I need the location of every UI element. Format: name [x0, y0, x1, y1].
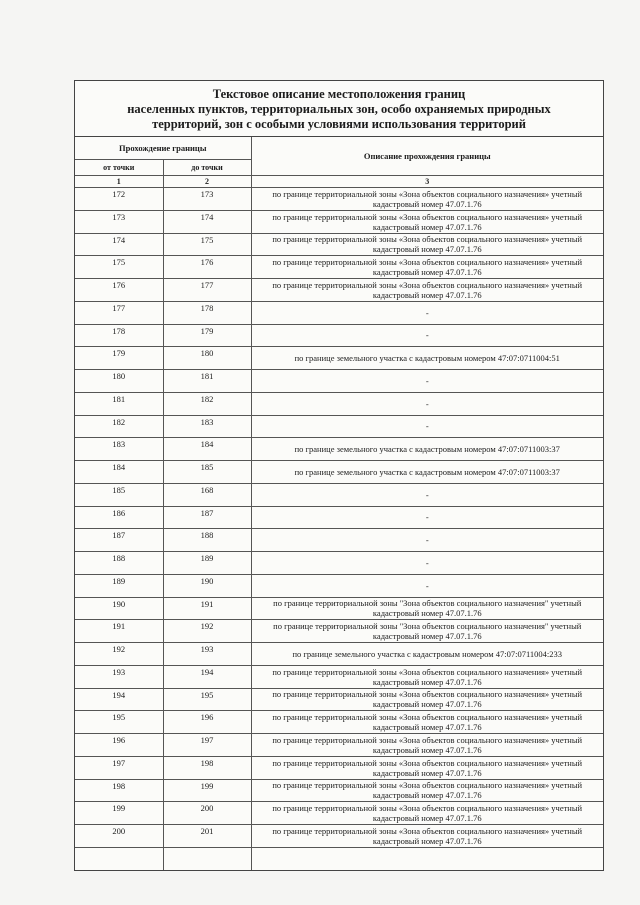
from-point-cell: 187	[75, 529, 163, 552]
table-row	[75, 825, 603, 848]
from-point-cell: 190	[75, 597, 163, 620]
to-point-cell: 182	[163, 392, 251, 415]
from-point-cell: 194	[75, 688, 163, 711]
from-point-cell: 177	[75, 301, 163, 324]
from-point-cell: 186	[75, 506, 163, 529]
column-number-3: 3	[251, 176, 603, 188]
header-boundary-passage: Прохождение границы	[75, 137, 251, 160]
description-cell: по границе территориальной зоны «Зона объектов социального назначения» учетный кадастровый номер 47.07.1.76	[251, 711, 603, 734]
from-point-cell: 173	[75, 210, 163, 233]
description-cell: -	[251, 392, 603, 415]
table-row	[75, 461, 603, 484]
title-line-2: населенных пунктов, территориальных зон, особо охраняемых природных	[127, 102, 551, 116]
from-point-cell: 175	[75, 256, 163, 279]
description-cell: по границе территориальной зоны "Зона объектов социального назначения" учетный кадастровый номер 47.07.1.76	[251, 597, 603, 620]
description-cell: -	[251, 529, 603, 552]
table-row	[75, 552, 603, 575]
table-row	[75, 711, 603, 734]
from-point-cell: 172	[75, 188, 163, 211]
table-row	[75, 188, 603, 211]
table-row	[75, 802, 603, 825]
to-point-cell: 177	[163, 279, 251, 302]
to-point-cell: 196	[163, 711, 251, 734]
to-point-cell: 193	[163, 643, 251, 666]
from-point-cell: 193	[75, 665, 163, 688]
from-point-cell: 198	[75, 779, 163, 802]
description-cell: -	[251, 574, 603, 597]
header-to-point: до точки	[163, 160, 251, 176]
to-point-cell: 187	[163, 506, 251, 529]
title-line-3: территорий, зон с особыми условиями использования территорий	[152, 117, 526, 131]
description-cell: -	[251, 506, 603, 529]
to-point-cell: 184	[163, 438, 251, 461]
description-cell: по границе территориальной зоны «Зона объектов социального назначения» учетный кадастровый номер 47.07.1.76	[251, 802, 603, 825]
table-row	[75, 233, 603, 256]
table-row	[75, 756, 603, 779]
description-cell: по границе территориальной зоны "Зона объектов социального назначения" учетный кадастровый номер 47.07.1.76	[251, 620, 603, 643]
description-cell: -	[251, 483, 603, 506]
from-point-cell: 183	[75, 438, 163, 461]
description-cell: по границе территориальной зоны «Зона объектов социального назначения» учетный кадастровый номер 47.07.1.76	[251, 210, 603, 233]
table-row	[75, 620, 603, 643]
table-row	[75, 392, 603, 415]
to-point-cell: 194	[163, 665, 251, 688]
description-cell: по границе территориальной зоны «Зона объектов социального назначения» учетный кадастровый номер 47.07.1.76	[251, 256, 603, 279]
from-point-cell: 182	[75, 415, 163, 438]
from-point-cell: 200	[75, 825, 163, 848]
table-row	[75, 688, 603, 711]
table-row	[75, 597, 603, 620]
header-description: Описание прохождения границы	[251, 137, 603, 176]
table-row	[75, 279, 603, 302]
table-row	[75, 574, 603, 597]
to-point-cell: 188	[163, 529, 251, 552]
empty-cell	[251, 847, 603, 870]
to-point-cell: 200	[163, 802, 251, 825]
table-row	[75, 665, 603, 688]
to-point-cell: 176	[163, 256, 251, 279]
to-point-cell: 189	[163, 552, 251, 575]
to-point-cell: 181	[163, 370, 251, 393]
table-row	[75, 256, 603, 279]
to-point-cell: 174	[163, 210, 251, 233]
from-point-cell: 179	[75, 347, 163, 370]
description-cell: по границе земельного участка с кадастровым номером 47:07:0711004:51	[251, 347, 603, 370]
table-row	[75, 529, 603, 552]
to-point-cell: 195	[163, 688, 251, 711]
to-point-cell: 192	[163, 620, 251, 643]
table-row	[75, 438, 603, 461]
table-row	[75, 483, 603, 506]
empty-cell	[163, 847, 251, 870]
table-row	[75, 415, 603, 438]
title-line-1: Текстовое описание местоположения границ	[212, 87, 466, 101]
table-row	[75, 347, 603, 370]
from-point-cell: 176	[75, 279, 163, 302]
description-cell: -	[251, 415, 603, 438]
description-cell: по границе территориальной зоны «Зона объектов социального назначения» учетный кадастровый номер 47.07.1.76	[251, 825, 603, 848]
from-point-cell: 199	[75, 802, 163, 825]
to-point-cell: 198	[163, 756, 251, 779]
table-body	[75, 188, 603, 871]
description-cell: -	[251, 324, 603, 347]
from-point-cell: 189	[75, 574, 163, 597]
document-sheet	[74, 80, 604, 871]
table-row	[75, 210, 603, 233]
to-point-cell: 201	[163, 825, 251, 848]
table-continuation	[75, 847, 603, 870]
empty-cell	[75, 847, 163, 870]
from-point-cell: 185	[75, 483, 163, 506]
to-point-cell: 190	[163, 574, 251, 597]
from-point-cell: 192	[75, 643, 163, 666]
table-row	[75, 506, 603, 529]
description-cell: по границе территориальной зоны «Зона объектов социального назначения» учетный кадастровый номер 47.07.1.76	[251, 779, 603, 802]
to-point-cell: 183	[163, 415, 251, 438]
to-point-cell: 191	[163, 597, 251, 620]
description-cell: по границе территориальной зоны «Зона объектов социального назначения» учетный кадастровый номер 47.07.1.76	[251, 188, 603, 211]
description-cell: по границе земельного участка с кадастровым номером 47:07:0711004:233	[251, 643, 603, 666]
table-row	[75, 734, 603, 757]
description-cell: по границе территориальной зоны «Зона объектов социального назначения» учетный кадастровый номер 47.07.1.76	[251, 734, 603, 757]
description-cell: по границе территориальной зоны «Зона объектов социального назначения» учетный кадастровый номер 47.07.1.76	[251, 688, 603, 711]
description-cell: -	[251, 552, 603, 575]
from-point-cell: 174	[75, 233, 163, 256]
table-row	[75, 301, 603, 324]
column-number-2: 2	[163, 176, 251, 188]
to-point-cell: 173	[163, 188, 251, 211]
table-row	[75, 370, 603, 393]
from-point-cell: 188	[75, 552, 163, 575]
from-point-cell: 195	[75, 711, 163, 734]
boundary-table	[75, 137, 603, 870]
to-point-cell: 179	[163, 324, 251, 347]
description-cell: по границе земельного участка с кадастровым номером 47:07:0711003:37	[251, 461, 603, 484]
from-point-cell: 184	[75, 461, 163, 484]
description-cell: по границе территориальной зоны «Зона объектов социального назначения» учетный кадастровый номер 47.07.1.76	[251, 665, 603, 688]
to-point-cell: 185	[163, 461, 251, 484]
to-point-cell: 175	[163, 233, 251, 256]
from-point-cell: 191	[75, 620, 163, 643]
from-point-cell: 178	[75, 324, 163, 347]
table-row	[75, 643, 603, 666]
to-point-cell: 197	[163, 734, 251, 757]
to-point-cell: 178	[163, 301, 251, 324]
to-point-cell: 199	[163, 779, 251, 802]
description-cell: по границе территориальной зоны «Зона объектов социального назначения» учетный кадастровый номер 47.07.1.76	[251, 756, 603, 779]
table-row	[75, 324, 603, 347]
description-cell: по границе территориальной зоны «Зона объектов социального назначения» учетный кадастровый номер 47.07.1.76	[251, 279, 603, 302]
from-point-cell: 197	[75, 756, 163, 779]
to-point-cell: 168	[163, 483, 251, 506]
table-row	[75, 779, 603, 802]
header-from-point: от точки	[75, 160, 163, 176]
description-cell: -	[251, 370, 603, 393]
document-title	[75, 81, 603, 137]
to-point-cell: 180	[163, 347, 251, 370]
from-point-cell: 181	[75, 392, 163, 415]
column-number-1: 1	[75, 176, 163, 188]
description-cell: по границе территориальной зоны «Зона объектов социального назначения» учетный кадастровый номер 47.07.1.76	[251, 233, 603, 256]
description-cell: -	[251, 301, 603, 324]
from-point-cell: 180	[75, 370, 163, 393]
description-cell: по границе земельного участка с кадастровым номером 47:07:0711003:37	[251, 438, 603, 461]
from-point-cell: 196	[75, 734, 163, 757]
